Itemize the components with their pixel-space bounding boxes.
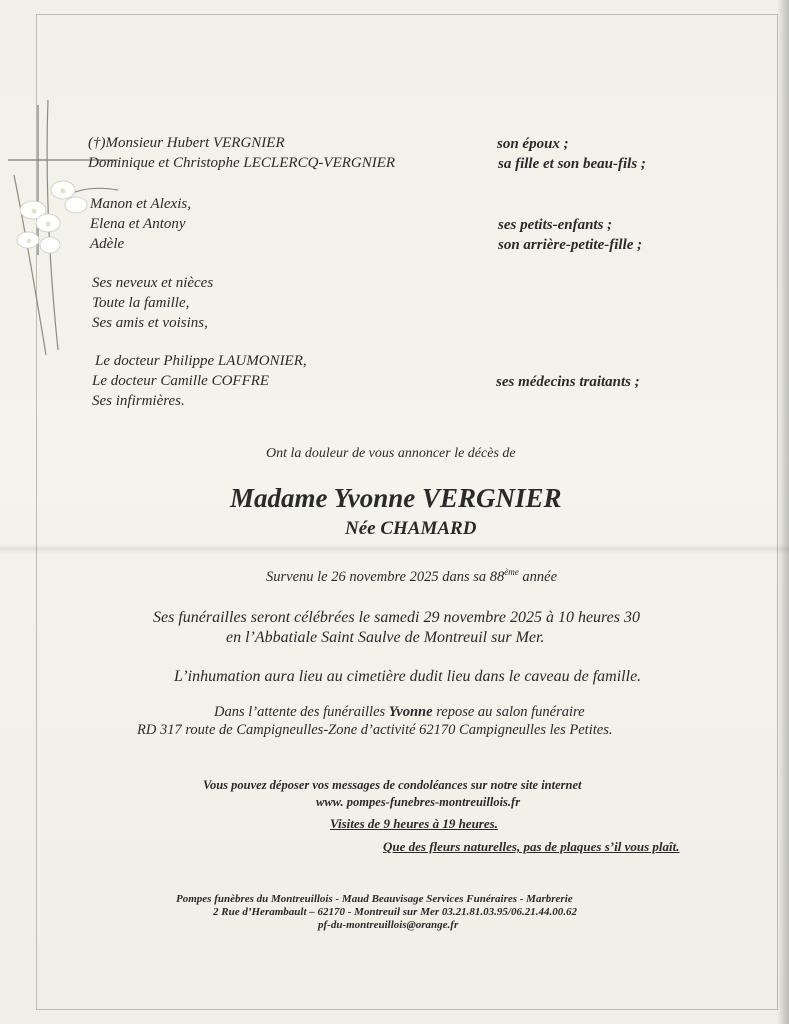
rest-line: [214, 704, 585, 721]
family-nephews: Ses neveux et nièces: [92, 275, 214, 291]
family-grandchild-2: Elena et Antony: [90, 216, 186, 232]
rest-name: Yvonne: [388, 704, 433, 720]
rest-address: RD 317 route de Campigneulles-Zone d’activité 62170 Campigneulles les Petites.: [137, 722, 613, 738]
funeral-line-1: Ses funérailles seront célébrées le samedi 29 novembre 2025 à 10 heures 30: [153, 609, 641, 626]
family-spouse: (†)Monsieur Hubert VERGNIER: [88, 135, 285, 151]
flowers-note: Que des fleurs naturelles, pas de plaques s’il vous plaît.: [383, 839, 680, 854]
nurses: Ses infirmières.: [92, 393, 185, 409]
rest-pre: Dans l’attente des funérailles: [214, 704, 389, 720]
family-daughter: Dominique et Christophe LECLERCQ-VERGNIER: [88, 155, 396, 171]
rest-post: repose au salon funéraire: [432, 704, 585, 720]
visits-hours: Visites de 9 heures à 19 heures.: [330, 816, 498, 831]
deceased-maiden-name: Née CHAMARD: [345, 518, 477, 539]
family-all: Toute la famille,: [92, 295, 190, 311]
family-great-grandchild: Adèle: [90, 236, 125, 252]
death-date-suffix: année: [518, 568, 558, 585]
card-fold: [0, 544, 789, 554]
relation-fille: sa fille et son beau-fils ;: [498, 156, 646, 172]
announcement: Ont la douleur de vous annoncer le décès de: [266, 446, 516, 461]
card-edge-shadow: [777, 0, 789, 1024]
condolences-site-link[interactable]: www. pompes-funebres-montreuillois.fr: [316, 795, 521, 809]
relation-medecins: ses médecins traitants ;: [496, 374, 640, 390]
family-grandchild-1: Manon et Alexis,: [90, 196, 191, 212]
doctor-1: Le docteur Philippe LAUMONIER,: [95, 353, 307, 369]
relation-petits-enfants: ses petits-enfants ;: [498, 217, 613, 233]
deceased-name: Madame Yvonne VERGNIER: [230, 483, 562, 513]
burial: L’inhumation aura lieu au cimetière dudit lieu dans le caveau de famille.: [174, 668, 642, 685]
family-friends: Ses amis et voisins,: [92, 315, 208, 331]
footer-email-link[interactable]: pf-du-montreuillois@orange.fr: [318, 919, 459, 931]
footer-company: Pompes funèbres du Montreuillois - Maud Beauvisage Services Funéraires - Marbrerie: [176, 893, 573, 905]
death-date-sup: ème: [504, 567, 519, 577]
condolences-text: Vous pouvez déposer vos messages de condoléances sur notre site internet: [203, 778, 582, 792]
doctor-2: Le docteur Camille COFFRE: [92, 373, 270, 389]
death-date: [266, 567, 557, 586]
relation-epoux: son époux ;: [497, 136, 569, 152]
funeral-line-2: en l’Abbatiale Saint Saulve de Montreuil sur Mer.: [226, 629, 545, 646]
death-date-text: Survenu le 26 novembre 2025 dans sa 88: [266, 568, 505, 585]
footer-address: 2 Rue d’Herambault – 62170 - Montreuil sur Mer 03.21.81.03.95/06.21.44.00.62: [213, 906, 577, 918]
relation-arriere: son arrière-petite-fille ;: [498, 237, 643, 253]
